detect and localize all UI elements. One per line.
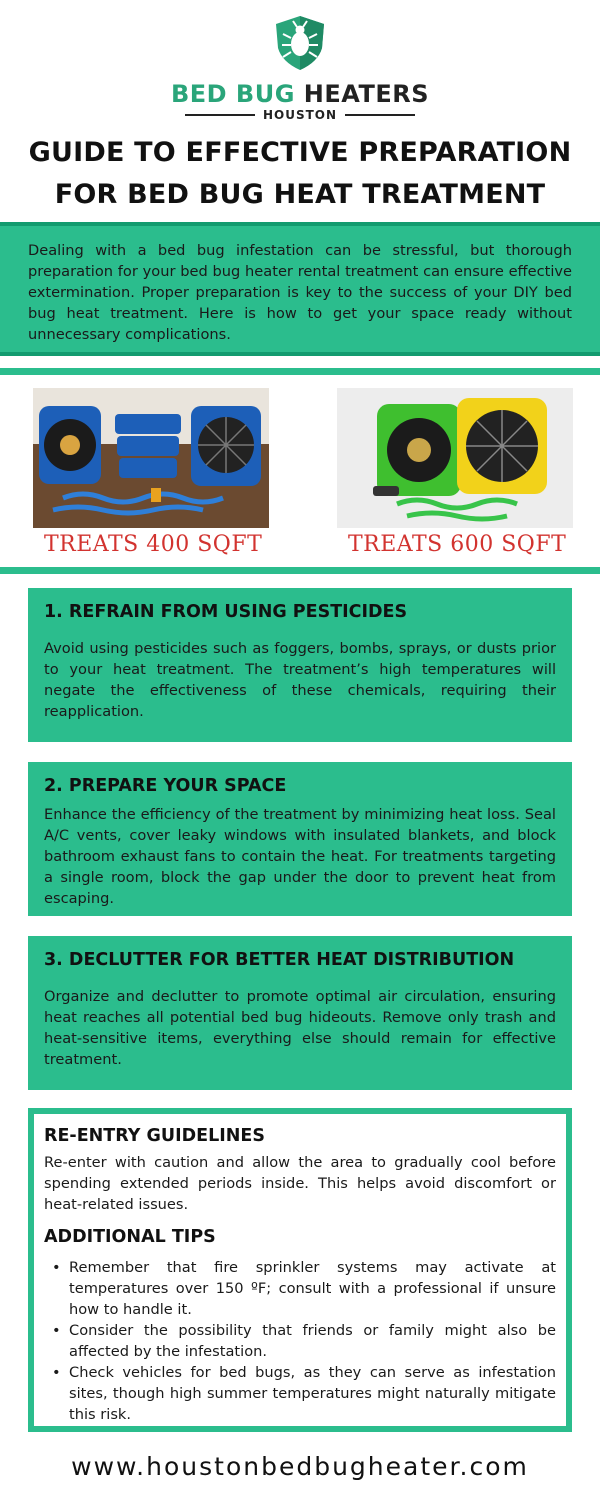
step-card-pesticides <box>28 588 572 742</box>
list-item: • Consider the possibility that friends or family might also be affected by the infestation. <box>44 1320 556 1362</box>
brand-name-accent: BED BUG <box>170 80 295 108</box>
step-card-declutter <box>28 936 572 1090</box>
brand-logo <box>0 14 600 122</box>
divider-bar <box>0 567 600 574</box>
reentry-tips-box <box>28 1108 572 1432</box>
product-caption: TREATS 400 SQFT <box>44 532 263 557</box>
intro-text: Dealing with a bed bug infestation can be stressful, but thorough preparation for your bed bug heater rental treatment can ensure effective extermination. Proper preparation is key to the success of your DIY bed bug heat treatment. Here is how to get your space ready without unnecessary complications. <box>0 222 600 356</box>
reentry-body: Re-enter with caution and allow the area to gradually cool before spending extended periods inside. This helps avoid discomfort or heat-related issues. <box>44 1154 556 1213</box>
product-image-600 <box>337 388 573 528</box>
tips-heading: ADDITIONAL TIPS <box>44 1227 216 1247</box>
title-line: GUIDE TO EFFECTIVE PREPARATION <box>28 137 572 168</box>
step-body: Enhance the efficiency of the treatment by minimizing heat loss. Seal A/C vents, cover leaky windows with insulated blankets, and block bathroom exhaust fans to contain the heat. For treatments targeting a single room, block the gap under the door to prevent heat from escaping. <box>44 806 556 907</box>
brand-city: HOUSTON <box>262 108 338 122</box>
tips-list <box>44 1257 556 1425</box>
divider <box>185 114 255 116</box>
brand-name-rest: HEATERS <box>303 80 430 108</box>
step-body: Avoid using pesticides such as foggers, bombs, sprays, or dusts prior to your heat treatment. The treatment’s high temperatures will negate the effectiveness of these chemicals, requiring their reapplication. <box>44 640 556 720</box>
product-caption: TREATS 600 SQFT <box>348 532 567 557</box>
list-item: • Check vehicles for bed bugs, as they can serve as infestation sites, though high summer temperatures might naturally mitigate this risk. <box>44 1362 556 1425</box>
product-image-400 <box>33 388 269 528</box>
divider-bar <box>0 368 600 375</box>
title-line: FOR BED BUG HEAT TREATMENT <box>54 179 546 210</box>
step-body: Organize and declutter to promote optimal air circulation, ensuring heat reaches all potential bed bug hideouts. Remove only trash and heat-sensitive items, everything else should remain for effective treatment. <box>44 988 556 1068</box>
step-heading: 2. PREPARE YOUR SPACE <box>44 776 287 796</box>
shield-bug-icon <box>272 14 328 72</box>
step-heading: 1. REFRAIN FROM USING PESTICIDES <box>44 602 408 622</box>
step-heading: 3. DECLUTTER FOR BETTER HEAT DISTRIBUTION <box>44 950 515 970</box>
divider <box>345 114 415 116</box>
step-card-prepare-space <box>28 762 572 916</box>
list-item: • Remember that fire sprinkler systems may activate at temperatures over 150 ºF; consult with a professional if unsure how to handle it. <box>44 1257 556 1320</box>
website-url: www.houstonbedbugheater.com <box>71 1452 529 1481</box>
heater-fans-illustration <box>33 388 269 528</box>
brand-subtitle <box>0 108 600 122</box>
brand-name <box>0 80 600 108</box>
reentry-heading: RE-ENTRY GUIDELINES <box>44 1126 265 1146</box>
heater-fans-illustration <box>337 388 573 528</box>
page-title <box>0 132 600 216</box>
